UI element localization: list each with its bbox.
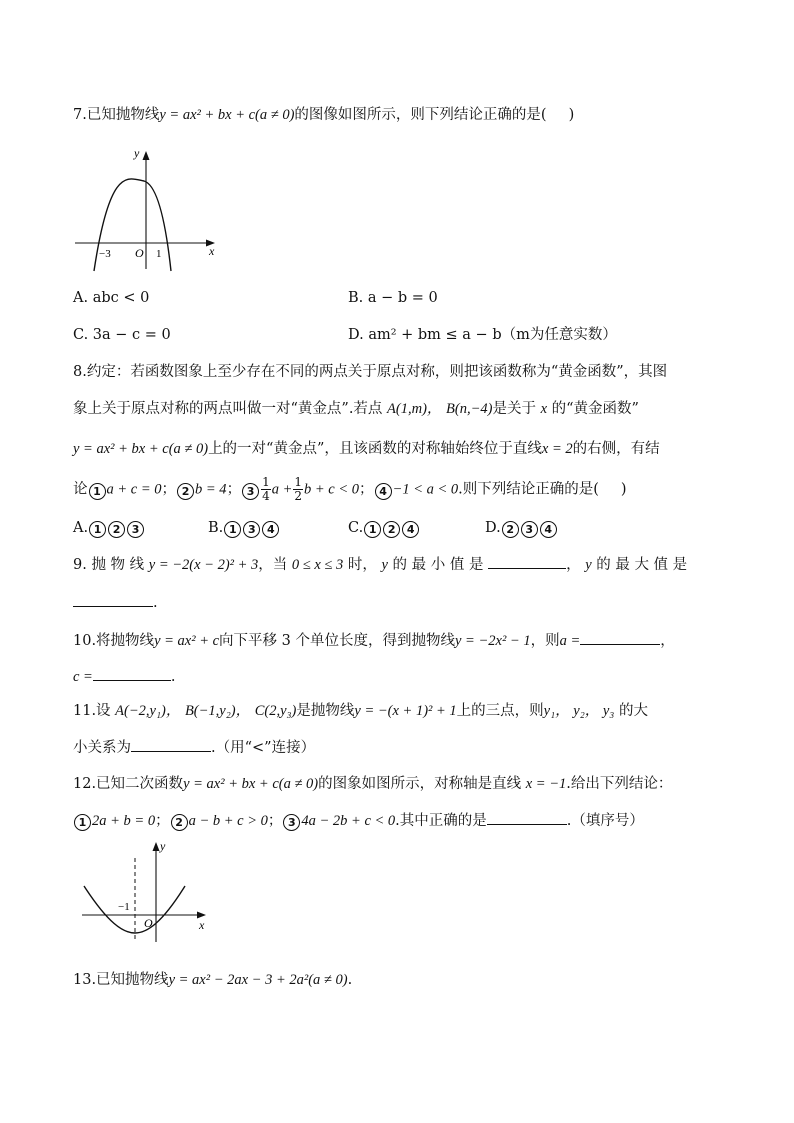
fraction-1-2: $\frac{1}{2}$ (294, 475, 303, 503)
q7-option-a: A. abc < 0 (73, 290, 150, 306)
q12-parabola-graph (78, 838, 213, 948)
q7-option-b: B. a − b = 0 (348, 290, 438, 306)
q9-line1: 9. 抛 物 线 y = −2(x − 2)² + 3，当 0 ≤ x ≤ 3 时， y 的 最 小 值 是 ， y 的 最 大 值 是 (73, 554, 687, 575)
circle-2: 2 (177, 483, 194, 500)
q10-c-blank[interactable] (93, 666, 171, 681)
q8-line4: 论 1 a + c = 0； 2 b = 4； 3 $\frac{1}{4}$ a + $\frac{1}{2}$ b + c < 0； 4 −1 < a < 0.则下列结论正确的是( ) (73, 475, 627, 503)
circle-3: 3 (242, 483, 259, 500)
q9-min-blank[interactable] (488, 554, 566, 569)
q9-line2: . (73, 592, 158, 613)
q7-tick-1: 1 (156, 248, 162, 260)
q8-line2: 象上关于原点对称的两点叫做一对“黄金点”.若点 A(1,m)， B(n,−4)是关于 x 的“黄金函数” (73, 401, 639, 417)
q10-line2: c = . (73, 666, 175, 687)
q7-x-label: x (209, 244, 215, 258)
q8-option-d: D. 2 3 4 (485, 518, 558, 538)
circle-1: 1 (89, 483, 106, 500)
q12-x-label: x (199, 918, 205, 932)
q12-line2: 1 2a + b = 0； 2 a − b + c > 0； 3 4a − 2b + c < 0.其中正确的是 .（填序号） (73, 810, 644, 831)
q7-option-c: C. 3a − c = 0 (73, 327, 171, 343)
q10-a-blank[interactable] (580, 630, 660, 645)
q8-option-b: B. 1 3 4 (208, 518, 280, 538)
q7-tick-neg3: −3 (99, 248, 111, 260)
q11-line1: 11.设 A(−2,y₁)， B(−1,y₂)， C(2,y₃)是抛物线y = −(x + 1)² + 1上的三点，则y₁， y₂， y₃ 的大 (73, 703, 648, 719)
q7-stem: 7.已知抛物线y = ax² + bx + c(a ≠ 0)的图像如图所示，则下列结论正确的是( ) (73, 107, 575, 123)
q12-line1: 12.已知二次函数y = ax² + bx + c(a ≠ 0)的图象如图所示，对称轴是直线 x = −1.给出下列结论： (73, 776, 673, 792)
q8-line1: 8.约定：若函数图象上至少存在不同的两点关于原点对称，则把该函数称为“黄金函数”，其图 (73, 364, 668, 380)
q12-blank[interactable] (487, 810, 567, 825)
q7-parabola-graph (70, 145, 230, 275)
q8-option-a: A. 1 2 3 (73, 518, 145, 538)
q8-line3: y = ax² + bx + c(a ≠ 0)上的一对“黄金点”，且该函数的对称轴始终位于直线x = 2的右侧，有结 (73, 441, 660, 457)
q12-y-label: y (160, 839, 166, 853)
q7-y-label: y (134, 146, 140, 160)
q11-blank[interactable] (131, 737, 211, 752)
q7-y-arrow (143, 151, 150, 160)
q10-line1: 10.将抛物线y = ax² + c向下平移 3 个单位长度，得到抛物线y = −2x² − 1，则a = ， (73, 630, 675, 651)
q12-origin-label: O (144, 916, 153, 930)
q7-option-d: D. am² + bm ≤ a − b（m为任意实数） (348, 327, 617, 343)
q7-formula: y = ax² + bx + c(a ≠ 0) (159, 107, 295, 123)
q12-tick-neg1: −1 (118, 901, 130, 913)
q11-line2: 小关系为 .（用“<”连接） (73, 737, 315, 758)
q9-max-blank[interactable] (73, 592, 153, 607)
q8-option-c: C. 1 2 4 (348, 518, 420, 538)
circle-4: 4 (375, 483, 392, 500)
q12-y-arrow (153, 842, 160, 851)
q13-line1: 13.已知抛物线y = ax² − 2ax − 3 + 2a²(a ≠ 0). (73, 972, 353, 988)
q7-origin-label: O (135, 246, 144, 260)
fraction-1-4: $\frac{1}{4}$ (262, 475, 270, 503)
